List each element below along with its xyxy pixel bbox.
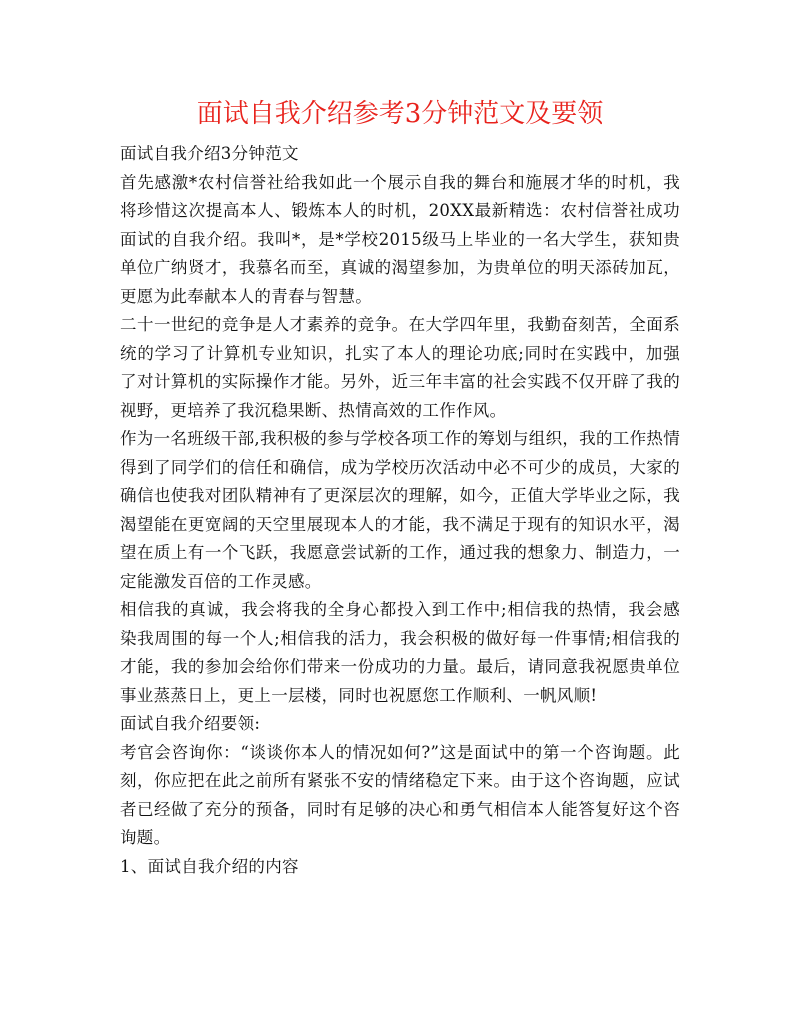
document-body [120,140,680,881]
paragraph-education: 二十一世纪的竞争是人才素养的竞争。在大学四年里，我勤奋刻苦，全面系统的学习了计算机专业知识，扎实了本人的理论功底;同时在实践中，加强了对计算机的实际操作才能。另外，近三年丰富的社会实践不仅开辟了我的视野，更培养了我沉稳果断、热情高效的工作作风。 [120,315,680,420]
paragraph-section-1: 1、面试自我介绍的内容 [120,856,299,876]
paragraph-tips-intro: 考官会咨询你：“谈谈你本人的情况如何?”这是面试中的第一个咨询题。此刻，你应把在此之前所有紧张不安的情绪稳定下来。由于这个咨询题，应试者已经做了充分的预备，同时有足够的决心和勇气相信本人能答复好这个咨询题。 [120,742,680,847]
document-title: 面试自我介绍参考3分钟范文及要领 [196,99,604,129]
paragraph-closing: 相信我的真诚，我会将我的全身心都投入到工作中;相信我的热情，我会感染我周围的每一个人;相信我的活力，我会积极的做好每一件事情;相信我的才能，我的参加会给你们带来一份成功的力量。最后，请同意我祝愿贵单位事业蒸蒸日上，更上一层楼，同时也祝愿您工作顺利、一帆风顺! [120,600,680,705]
paragraph-subtitle: 面试自我介绍3分钟范文 [120,144,299,163]
paragraph-leadership: 作为一名班级干部,我积极的参与学校各项工作的筹划与组织，我的工作热情得到了同学们的信任和确信，成为学校历次活动中必不可少的成员，大家的确信也使我对团队精神有了更深层次的理解，如今，正值大学毕业之际，我渴望能在更宽阔的天空里展现本人的才能，我不满足于现有的知识水平，渴望在质上有一个飞跃，我愿意尝试新的工作，通过我的想象力、制造力，一定能激发百倍的工作灵感。 [120,429,680,591]
paragraph-opening: 首先感激*农村信誉社给我如此一个展示自我的舞台和施展才华的时机，我将珍惜这次提高本人、锻炼本人的时机，20XX最新精选：农村信誉社成功面试的自我介绍。我叫*，是*学校2015级马上毕业的一名大学生，获知贵单位广纳贤才，我慕名而至，真诚的渴望参加，为贵单位的明天添砖加瓦，更愿为此奉献本人的青春与智慧。 [120,172,680,306]
paragraph-tips-heading: 面试自我介绍要领: [120,714,261,733]
